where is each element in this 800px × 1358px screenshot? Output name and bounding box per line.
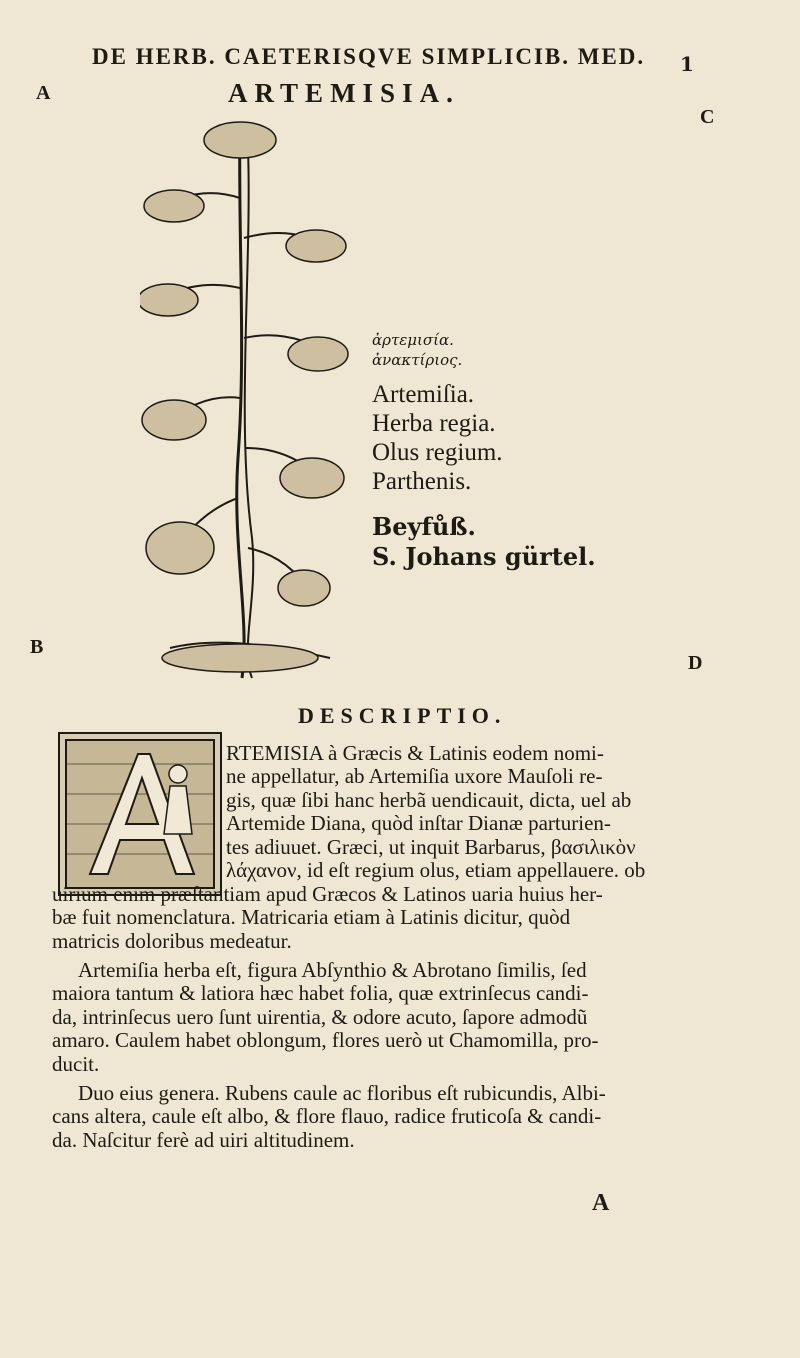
para1-line-8: bæ fuit nomenclatura. Matricaria etiam à Latinis dicitur, quòd (52, 905, 571, 929)
margin-letter-c: C (700, 106, 715, 128)
latin-name-2: Herba regia. (372, 410, 496, 437)
para1-line-7: uirium enim præſtantiam apud Græcos & Latinos uaria huius her- (52, 882, 603, 906)
para1-line-6: λάχανον, id eſt regium olus, etiam appellauere. ob (226, 858, 646, 882)
para2-line-2: maiora tantum & latiora hæc habet folia, quæ extrinſecus candi- (52, 981, 589, 1005)
decorated-initial (58, 732, 222, 896)
para1-line-1: RTEMISIA à Græcis & Latinis eodem nomi- (226, 741, 604, 765)
margin-letter-d: D (688, 652, 703, 674)
para1-line-9: matricis doloribus medeatur. (52, 929, 292, 953)
page-title: ARTEMISIA. (228, 78, 460, 108)
para2-line-3: da, intrinſecus uero ſunt uirentia, & odore acuto, ſapore admodũ (52, 1005, 588, 1029)
plant-names-block (372, 330, 596, 572)
para3-line-2: cans altera, caule eſt albo, & flore flauo, radice fruticoſa & candi- (52, 1104, 602, 1128)
para3-line-3: da. Naſcitur ferè ad uiri altitudinem. (52, 1128, 355, 1152)
german-name-1: Beyfůß. (372, 512, 476, 541)
description-heading: DESCRIPTIO. (298, 703, 507, 728)
para1-line-2: ne appellatur, ab Artemiſia uxore Mauſoli re- (226, 764, 603, 788)
para2-line-4: amaro. Caulem habet oblongum, flores uerò ut Chamomilla, pro- (52, 1028, 599, 1052)
para1-line-5: tes adiuuet. Græci, ut inquit Barbarus, βασιλικὸν (226, 835, 636, 859)
latin-name-3: Olus regium. (372, 439, 503, 466)
para2-line-1: Artemiſia herba eſt, figura Abſynthio & Abrotano ſimilis, ſed (78, 958, 587, 982)
latin-name-4: Parthenis. (372, 468, 472, 495)
greek-name-2: ἀνακτίριος. (372, 351, 463, 369)
german-name-2: S. Johans gürtel. (372, 542, 596, 571)
margin-letter-b: B (30, 636, 44, 658)
para1-line-4: Artemide Diana, quòd inſtar Dianæ parturien- (226, 811, 611, 835)
para1-line-3: gis, quæ ſibi hanc herbã uendicauit, dicta, uel ab (226, 788, 632, 812)
running-head: DE HERB. CAETERISQVE SIMPLICIB. MED. (92, 44, 646, 69)
initial-a-woodcut-icon (60, 734, 220, 894)
folio-number: 1 (680, 52, 694, 76)
catchword: A (592, 1190, 610, 1216)
para2-line-5: ducit. (52, 1052, 100, 1076)
para3-line-1: Duo eius genera. Rubens caule ac floribus eſt rubicundis, Albi- (78, 1081, 606, 1105)
margin-letter-a: A (36, 82, 51, 104)
greek-name-1: ἀρτεμισία. (372, 331, 454, 349)
artemisia-woodcut-illustration (140, 118, 350, 690)
latin-name-1: Artemiſia. (372, 381, 475, 408)
